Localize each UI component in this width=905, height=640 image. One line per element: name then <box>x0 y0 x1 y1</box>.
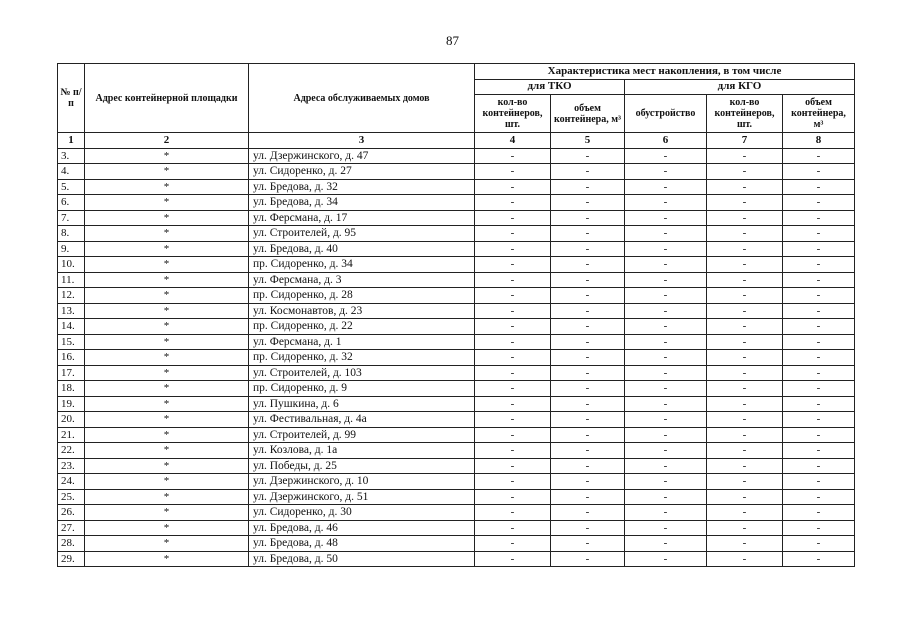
header-tko-volume: объем контейнера, м³ <box>551 95 625 133</box>
characteristic-value: - <box>707 396 783 412</box>
characteristic-value: - <box>475 505 551 521</box>
characteristic-value: - <box>551 319 625 335</box>
characteristic-value: - <box>783 272 855 288</box>
characteristic-value: - <box>551 303 625 319</box>
characteristic-value: - <box>625 350 707 366</box>
characteristic-value: - <box>707 241 783 257</box>
characteristic-value: - <box>625 272 707 288</box>
served-house-address: пр. Сидоренко, д. 32 <box>249 350 475 366</box>
characteristic-value: - <box>625 443 707 459</box>
characteristic-value: - <box>625 505 707 521</box>
column-number: 7 <box>707 133 783 149</box>
site-address: * <box>85 520 249 536</box>
characteristic-value: - <box>475 350 551 366</box>
characteristic-value: - <box>551 474 625 490</box>
table-row <box>58 334 855 350</box>
characteristic-value: - <box>475 257 551 273</box>
characteristic-value: - <box>475 288 551 304</box>
header-kgo: для КГО <box>625 79 855 95</box>
characteristic-value: - <box>625 257 707 273</box>
row-number: 24. <box>58 474 85 490</box>
site-address: * <box>85 427 249 443</box>
served-house-address: ул. Строителей, д. 99 <box>249 427 475 443</box>
characteristic-value: - <box>783 179 855 195</box>
characteristic-value: - <box>625 365 707 381</box>
characteristic-value: - <box>783 381 855 397</box>
served-house-address: ул. Строителей, д. 103 <box>249 365 475 381</box>
row-number: 28. <box>58 536 85 552</box>
characteristic-value: - <box>707 551 783 567</box>
characteristic-value: - <box>707 412 783 428</box>
characteristic-value: - <box>783 164 855 180</box>
column-number: 1 <box>58 133 85 149</box>
served-house-address: ул. Ферсмана, д. 3 <box>249 272 475 288</box>
site-address: * <box>85 458 249 474</box>
served-house-address: ул. Строителей, д. 95 <box>249 226 475 242</box>
row-number: 27. <box>58 520 85 536</box>
site-address: * <box>85 195 249 211</box>
table-row <box>58 458 855 474</box>
table-row <box>58 164 855 180</box>
served-house-address: ул. Бредова, д. 34 <box>249 195 475 211</box>
characteristic-value: - <box>707 148 783 164</box>
characteristic-value: - <box>551 257 625 273</box>
characteristic-value: - <box>707 520 783 536</box>
characteristic-value: - <box>475 148 551 164</box>
characteristic-value: - <box>707 505 783 521</box>
row-number: 29. <box>58 551 85 567</box>
characteristic-value: - <box>551 350 625 366</box>
served-house-address: ул. Бредова, д. 50 <box>249 551 475 567</box>
row-number: 20. <box>58 412 85 428</box>
characteristic-value: - <box>625 427 707 443</box>
characteristic-value: - <box>707 272 783 288</box>
characteristic-value: - <box>551 241 625 257</box>
site-address: * <box>85 443 249 459</box>
characteristic-value: - <box>625 164 707 180</box>
site-address: * <box>85 210 249 226</box>
characteristic-value: - <box>551 536 625 552</box>
characteristic-value: - <box>783 148 855 164</box>
characteristic-value: - <box>783 536 855 552</box>
table-row <box>58 195 855 211</box>
row-number: 25. <box>58 489 85 505</box>
characteristic-value: - <box>475 412 551 428</box>
table-body <box>58 133 855 567</box>
characteristic-value: - <box>707 443 783 459</box>
characteristic-value: - <box>783 458 855 474</box>
served-house-address: ул. Победы, д. 25 <box>249 458 475 474</box>
column-number: 4 <box>475 133 551 149</box>
characteristic-value: - <box>707 319 783 335</box>
served-house-address: ул. Сидоренко, д. 30 <box>249 505 475 521</box>
site-address: * <box>85 164 249 180</box>
served-house-address: пр. Сидоренко, д. 28 <box>249 288 475 304</box>
row-number: 26. <box>58 505 85 521</box>
row-number: 17. <box>58 365 85 381</box>
characteristic-value: - <box>783 443 855 459</box>
characteristic-value: - <box>707 288 783 304</box>
table-row <box>58 303 855 319</box>
site-address: * <box>85 489 249 505</box>
row-number: 8. <box>58 226 85 242</box>
characteristic-value: - <box>551 489 625 505</box>
characteristic-value: - <box>783 412 855 428</box>
characteristic-value: - <box>475 334 551 350</box>
site-address: * <box>85 350 249 366</box>
characteristic-value: - <box>707 195 783 211</box>
table-row <box>58 257 855 273</box>
served-house-address: пр. Сидоренко, д. 34 <box>249 257 475 273</box>
header-kgo-volume: объем контейнера, м³ <box>783 95 855 133</box>
characteristic-value: - <box>551 179 625 195</box>
characteristic-value: - <box>551 381 625 397</box>
table-row <box>58 148 855 164</box>
served-house-address: ул. Ферсмана, д. 1 <box>249 334 475 350</box>
characteristic-value: - <box>783 210 855 226</box>
characteristic-value: - <box>625 148 707 164</box>
site-address: * <box>85 396 249 412</box>
served-house-address: ул. Бредова, д. 40 <box>249 241 475 257</box>
characteristic-value: - <box>707 210 783 226</box>
site-address: * <box>85 303 249 319</box>
characteristic-value: - <box>475 520 551 536</box>
characteristic-value: - <box>551 412 625 428</box>
characteristic-value: - <box>475 381 551 397</box>
characteristic-value: - <box>551 396 625 412</box>
characteristic-value: - <box>707 458 783 474</box>
characteristic-value: - <box>783 350 855 366</box>
characteristic-value: - <box>475 272 551 288</box>
characteristic-value: - <box>475 365 551 381</box>
characteristic-value: - <box>551 551 625 567</box>
characteristic-value: - <box>783 520 855 536</box>
characteristic-value: - <box>707 381 783 397</box>
characteristic-value: - <box>625 195 707 211</box>
characteristic-value: - <box>475 303 551 319</box>
characteristic-value: - <box>551 226 625 242</box>
characteristic-value: - <box>551 427 625 443</box>
site-address: * <box>85 381 249 397</box>
site-address: * <box>85 319 249 335</box>
table-row <box>58 536 855 552</box>
served-house-address: ул. Бредова, д. 32 <box>249 179 475 195</box>
table-row <box>58 365 855 381</box>
characteristic-value: - <box>475 551 551 567</box>
characteristic-value: - <box>783 427 855 443</box>
served-house-address: ул. Козлова, д. 1а <box>249 443 475 459</box>
characteristic-value: - <box>783 195 855 211</box>
characteristic-value: - <box>475 241 551 257</box>
row-number: 13. <box>58 303 85 319</box>
characteristic-value: - <box>551 288 625 304</box>
table-row <box>58 489 855 505</box>
row-number: 6. <box>58 195 85 211</box>
header-tko: для ТКО <box>475 79 625 95</box>
served-house-address: ул. Космонавтов, д. 23 <box>249 303 475 319</box>
table-row <box>58 427 855 443</box>
characteristic-value: - <box>625 334 707 350</box>
column-number: 6 <box>625 133 707 149</box>
row-number: 3. <box>58 148 85 164</box>
site-address: * <box>85 334 249 350</box>
characteristic-value: - <box>625 520 707 536</box>
characteristic-value: - <box>783 334 855 350</box>
row-number: 14. <box>58 319 85 335</box>
characteristic-value: - <box>707 257 783 273</box>
table-row <box>58 241 855 257</box>
row-number: 18. <box>58 381 85 397</box>
characteristic-value: - <box>475 226 551 242</box>
site-address: * <box>85 365 249 381</box>
characteristic-value: - <box>707 365 783 381</box>
served-house-address: ул. Бредова, д. 48 <box>249 536 475 552</box>
served-house-address: ул. Дзержинского, д. 51 <box>249 489 475 505</box>
characteristic-value: - <box>783 288 855 304</box>
site-address: * <box>85 179 249 195</box>
column-number: 8 <box>783 133 855 149</box>
characteristic-value: - <box>551 505 625 521</box>
characteristic-value: - <box>707 179 783 195</box>
characteristic-value: - <box>783 551 855 567</box>
site-address: * <box>85 474 249 490</box>
table-row <box>58 520 855 536</box>
characteristic-value: - <box>551 458 625 474</box>
characteristic-value: - <box>551 365 625 381</box>
characteristic-value: - <box>707 350 783 366</box>
characteristic-value: - <box>625 179 707 195</box>
row-number: 11. <box>58 272 85 288</box>
characteristic-value: - <box>551 443 625 459</box>
characteristic-value: - <box>625 241 707 257</box>
characteristic-value: - <box>625 381 707 397</box>
characteristic-value: - <box>625 319 707 335</box>
container-sites-table <box>57 63 855 567</box>
site-address: * <box>85 272 249 288</box>
table-row <box>58 474 855 490</box>
characteristic-value: - <box>783 396 855 412</box>
characteristic-value: - <box>475 474 551 490</box>
characteristic-value: - <box>625 536 707 552</box>
characteristic-value: - <box>783 303 855 319</box>
served-house-address: ул. Дзержинского, д. 47 <box>249 148 475 164</box>
table-row <box>58 381 855 397</box>
characteristic-value: - <box>783 505 855 521</box>
characteristic-value: - <box>625 458 707 474</box>
characteristic-value: - <box>475 458 551 474</box>
table-row <box>58 443 855 459</box>
characteristic-value: - <box>707 164 783 180</box>
characteristic-value: - <box>551 520 625 536</box>
characteristic-value: - <box>551 334 625 350</box>
header-houses: Адреса обслуживаемых домов <box>249 64 475 133</box>
characteristic-value: - <box>551 195 625 211</box>
characteristic-value: - <box>625 210 707 226</box>
characteristic-value: - <box>475 396 551 412</box>
served-house-address: ул. Фестивальная, д. 4а <box>249 412 475 428</box>
characteristic-value: - <box>783 257 855 273</box>
row-number: 19. <box>58 396 85 412</box>
characteristic-value: - <box>625 396 707 412</box>
served-house-address: пр. Сидоренко, д. 22 <box>249 319 475 335</box>
characteristic-value: - <box>783 365 855 381</box>
site-address: * <box>85 536 249 552</box>
row-number: 7. <box>58 210 85 226</box>
characteristic-value: - <box>625 489 707 505</box>
characteristic-value: - <box>551 210 625 226</box>
header-num: № п/п <box>58 64 85 133</box>
characteristic-value: - <box>475 164 551 180</box>
characteristic-value: - <box>475 179 551 195</box>
characteristic-value: - <box>475 443 551 459</box>
served-house-address: пр. Сидоренко, д. 9 <box>249 381 475 397</box>
header-tko-count: кол-во контейнеров, шт. <box>475 95 551 133</box>
page-number: 87 <box>446 33 459 48</box>
characteristic-value: - <box>625 412 707 428</box>
characteristic-value: - <box>551 148 625 164</box>
characteristic-value: - <box>783 241 855 257</box>
site-address: * <box>85 257 249 273</box>
column-numbers-row <box>58 133 855 149</box>
table-row <box>58 505 855 521</box>
characteristic-value: - <box>475 536 551 552</box>
characteristic-value: - <box>783 226 855 242</box>
characteristic-value: - <box>707 474 783 490</box>
site-address: * <box>85 505 249 521</box>
characteristic-value: - <box>707 489 783 505</box>
site-address: * <box>85 241 249 257</box>
characteristic-value: - <box>475 489 551 505</box>
characteristic-value: - <box>783 489 855 505</box>
table-row <box>58 210 855 226</box>
characteristic-value: - <box>551 272 625 288</box>
characteristic-value: - <box>625 226 707 242</box>
row-number: 9. <box>58 241 85 257</box>
row-number: 12. <box>58 288 85 304</box>
table-row <box>58 288 855 304</box>
served-house-address: ул. Дзержинского, д. 10 <box>249 474 475 490</box>
characteristic-value: - <box>625 288 707 304</box>
site-address: * <box>85 412 249 428</box>
characteristic-value: - <box>475 210 551 226</box>
row-number: 21. <box>58 427 85 443</box>
table-row <box>58 551 855 567</box>
header-kgo-count: кол-во контейнеров, шт. <box>707 95 783 133</box>
table-row <box>58 350 855 366</box>
table-row <box>58 396 855 412</box>
characteristic-value: - <box>783 319 855 335</box>
characteristic-value: - <box>475 195 551 211</box>
table-row <box>58 226 855 242</box>
served-house-address: ул. Пушкина, д. 6 <box>249 396 475 412</box>
characteristic-value: - <box>625 551 707 567</box>
header-site: Адрес контейнерной площадки <box>85 64 249 133</box>
site-address: * <box>85 288 249 304</box>
characteristic-value: - <box>707 226 783 242</box>
table-row <box>58 272 855 288</box>
table-row <box>58 179 855 195</box>
characteristic-value: - <box>625 303 707 319</box>
column-number: 2 <box>85 133 249 149</box>
site-address: * <box>85 148 249 164</box>
characteristic-value: - <box>475 319 551 335</box>
row-number: 23. <box>58 458 85 474</box>
row-number: 16. <box>58 350 85 366</box>
characteristic-value: - <box>707 536 783 552</box>
column-number: 3 <box>249 133 475 149</box>
characteristic-value: - <box>707 427 783 443</box>
table-row <box>58 319 855 335</box>
served-house-address: ул. Ферсмана, д. 17 <box>249 210 475 226</box>
row-number: 5. <box>58 179 85 195</box>
header-group-title: Характеристика мест накопления, в том числе <box>475 64 855 80</box>
row-number: 10. <box>58 257 85 273</box>
characteristic-value: - <box>625 474 707 490</box>
characteristic-value: - <box>551 164 625 180</box>
row-number: 4. <box>58 164 85 180</box>
row-number: 22. <box>58 443 85 459</box>
row-number: 15. <box>58 334 85 350</box>
served-house-address: ул. Бредова, д. 46 <box>249 520 475 536</box>
site-address: * <box>85 551 249 567</box>
table-row <box>58 412 855 428</box>
characteristic-value: - <box>783 474 855 490</box>
site-address: * <box>85 226 249 242</box>
column-number: 5 <box>551 133 625 149</box>
characteristic-value: - <box>707 334 783 350</box>
header-fit-out: обустройство <box>625 95 707 133</box>
characteristic-value: - <box>475 427 551 443</box>
characteristic-value: - <box>707 303 783 319</box>
served-house-address: ул. Сидоренко, д. 27 <box>249 164 475 180</box>
